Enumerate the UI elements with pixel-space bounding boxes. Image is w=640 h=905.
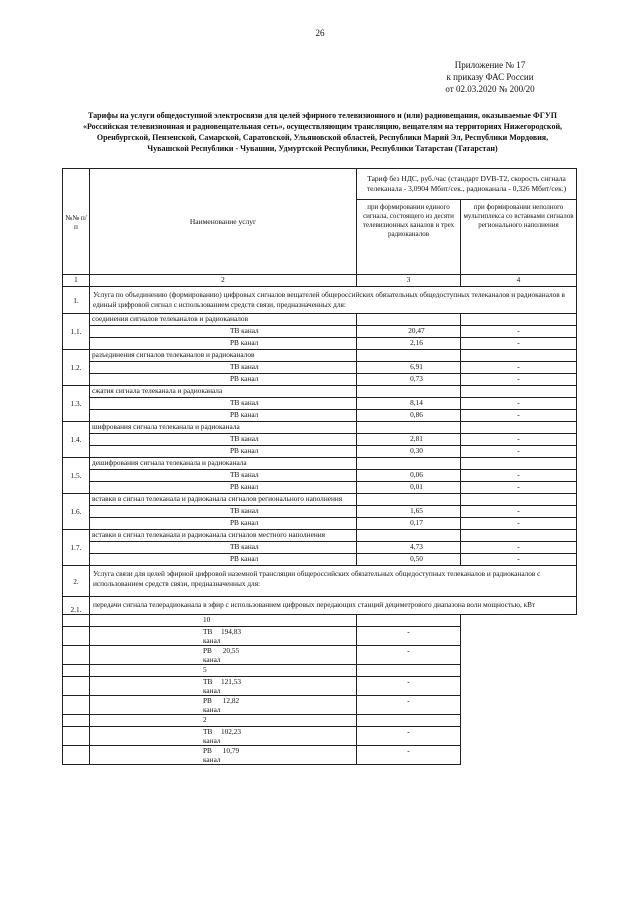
tv-tariff-value: 1,65 [357, 506, 461, 518]
rv-channel-label: РВ канал [90, 482, 357, 494]
tv-tariff-value: 0,06 [357, 470, 461, 482]
rv-channel-label: РВ канал [90, 554, 357, 566]
index-col-3: 3 [357, 275, 461, 287]
item-num: 1.3. [63, 386, 90, 422]
tv-tariff-value: 121,53 [90, 677, 357, 696]
item-empty-cell [461, 350, 577, 362]
rv-tariff-value: 0,50 [357, 554, 461, 566]
item-empty-cell [357, 350, 461, 362]
header-service-name: Наименование услуг [90, 169, 357, 275]
item-num: 1.2. [63, 350, 90, 386]
rv-partial-value: - [461, 410, 577, 422]
section-1-num: 1. [63, 287, 90, 314]
item-name: соединения сигналов телеканалов и радиоканалов [90, 314, 357, 326]
rv-tariff-value: 0,30 [357, 446, 461, 458]
item-name: сжатия сигнала телеканала и радиоканала [90, 386, 357, 398]
item-num: 1.4. [63, 422, 90, 458]
tv-partial-value: - [461, 398, 577, 410]
tv-channel-label: ТВ канал [90, 326, 357, 338]
tv-channel-label: ТВ канал [63, 627, 90, 646]
tv-partial-value: - [461, 434, 577, 446]
tv-partial-value: - [461, 326, 577, 338]
rv-partial-value: - [357, 696, 461, 715]
tv-channel-label: ТВ канал [90, 506, 357, 518]
item-name: вставки в сигнал телеканала и радиоканала сигналов местного наполнения [90, 530, 357, 542]
rv-channel-label: РВ канал [63, 746, 90, 765]
index-col-1: 1 [63, 275, 90, 287]
rv-channel-label: РВ канал [63, 696, 90, 715]
item-num: 1.5. [63, 458, 90, 494]
tv-tariff-value: 8,14 [357, 398, 461, 410]
rv-channel-label: РВ канал [63, 646, 90, 665]
rv-tariff-value: 10,79 [90, 746, 357, 765]
item-empty-cell [357, 458, 461, 470]
tv-partial-value: - [461, 362, 577, 374]
header-num: №№ п/п [63, 169, 90, 275]
appendix-line-2: к приказу ФАС России [446, 72, 534, 82]
item-2-1-name: передачи сигнала телерадиоканала в эфир с использованием цифровых передающих станций дециметрового диапазона волн мощностью, кВт [90, 597, 577, 615]
section-2-num: 2. [63, 566, 90, 597]
item-empty-cell [357, 494, 461, 506]
rv-channel-label: РВ канал [90, 374, 357, 386]
power-empty-cell [357, 715, 461, 727]
item-name: шифрования сигнала телеканала и радиоканала [90, 422, 357, 434]
tv-tariff-value: 102,23 [90, 727, 357, 746]
power-label: 10 [63, 615, 90, 627]
item-empty-cell [461, 314, 577, 326]
rv-partial-value: - [357, 646, 461, 665]
power-empty-cell [90, 615, 357, 627]
rv-partial-value: - [461, 446, 577, 458]
power-label: 5 [63, 665, 90, 677]
section-2-text: Услуга связи для целей эфирной цифровой наземной трансляции общероссийских обязательных общедоступных телеканалов и радиоканалов с использованием средств связи, предназначенных для: [90, 566, 577, 597]
tv-partial-value: - [357, 627, 461, 646]
header-tariff: Тариф без НДС, руб./час (стандарт DVB-T2, скорость сигнала телеканала - 3,0904 Мбит/сек., радиоканала - 0,326 Мбит/сек.) [357, 169, 577, 200]
tv-channel-label: ТВ канал [90, 398, 357, 410]
tv-tariff-value: 6,91 [357, 362, 461, 374]
item-empty-cell [357, 386, 461, 398]
rv-partial-value: - [461, 482, 577, 494]
tv-partial-value: - [461, 506, 577, 518]
power-label: 2 [63, 715, 90, 727]
rv-channel-label: РВ канал [90, 338, 357, 350]
power-empty-cell [357, 665, 461, 677]
item-empty-cell [461, 458, 577, 470]
item-name: дешифрования сигнала телеканала и радиоканала [90, 458, 357, 470]
tv-channel-label: ТВ канал [90, 542, 357, 554]
item-empty-cell [461, 422, 577, 434]
tv-tariff-value: 4,73 [357, 542, 461, 554]
item-name: вставки в сигнал телеканала и радиоканала сигналов регионального наполнения [90, 494, 357, 506]
item-num: 1.1. [63, 314, 90, 350]
item-empty-cell [461, 530, 577, 542]
item-2-1-num: 2.1. [63, 597, 90, 615]
item-empty-cell [357, 422, 461, 434]
tv-tariff-value: 194,83 [90, 627, 357, 646]
tv-channel-label: ТВ канал [90, 434, 357, 446]
rv-channel-label: РВ канал [90, 518, 357, 530]
rv-partial-value: - [357, 746, 461, 765]
item-name: разъединения сигналов телеканалов и радиоканалов [90, 350, 357, 362]
tv-partial-value: - [461, 470, 577, 482]
tariff-table [62, 168, 577, 765]
rv-channel-label: РВ канал [90, 446, 357, 458]
tv-channel-label: ТВ канал [63, 727, 90, 746]
rv-tariff-value: 0,73 [357, 374, 461, 386]
rv-channel-label: РВ канал [90, 410, 357, 422]
power-rows [63, 615, 577, 765]
tv-partial-value: - [357, 727, 461, 746]
tv-channel-label: ТВ канал [90, 362, 357, 374]
power-empty-cell [90, 715, 357, 727]
item-num: 1.6. [63, 494, 90, 530]
appendix-line-1: Приложение № 17 [454, 60, 526, 70]
tv-tariff-value: 20,47 [357, 326, 461, 338]
item-empty-cell [357, 530, 461, 542]
rv-tariff-value: 0,17 [357, 518, 461, 530]
power-empty-cell [357, 615, 461, 627]
item-empty-cell [461, 494, 577, 506]
index-col-2: 2 [90, 275, 357, 287]
rv-tariff-value: 20,55 [90, 646, 357, 665]
rv-partial-value: - [461, 374, 577, 386]
rv-tariff-value: 2,16 [357, 338, 461, 350]
tv-channel-label: ТВ канал [90, 470, 357, 482]
rv-partial-value: - [461, 554, 577, 566]
header-single-signal: при формировании единого сигнала, состоящего из десяти телевизионных каналов и трех радиоканалов [357, 200, 461, 275]
rv-partial-value: - [461, 518, 577, 530]
rv-tariff-value: 0,86 [357, 410, 461, 422]
appendix-block [420, 59, 560, 95]
rv-partial-value: - [461, 338, 577, 350]
tv-channel-label: ТВ канал [63, 677, 90, 696]
item-empty-cell [461, 386, 577, 398]
tv-tariff-value: 2,81 [357, 434, 461, 446]
section-1-items [63, 314, 577, 566]
appendix-line-3: от 02.03.2020 № 200/20 [445, 84, 535, 94]
tv-partial-value: - [357, 677, 461, 696]
rv-tariff-value: 0,01 [357, 482, 461, 494]
power-empty-cell [90, 665, 357, 677]
section-1-text: Услуга по объединению (формированию) цифровых сигналов вещателей общероссийских обязательных общедоступных телеканалов и радиоканалов в единый цифровой сигнал с использованием средств связи, предназначенных для: [90, 287, 577, 314]
tv-partial-value: - [461, 542, 577, 554]
document-title: Тарифы на услуги общедоступной электросвязи для целей эфирного телевизионного и (или) радиовещания, оказываемые ФГУП «Российская телевизионная и радиовещательная сеть», осуществляющим трансляцию, вещателям на территориях Нижегородской, Оренбургской, Пензенской, Самарской, Саратовской, Ульяновской областей, Республики Марий Эл, Республики Мордовия, Чувашской Республики - Чувашии, Удмуртской Республики, Республики Татарстан (Татарстан) [82, 111, 563, 153]
item-num: 1.7. [63, 530, 90, 566]
rv-tariff-value: 12,82 [90, 696, 357, 715]
item-empty-cell [357, 314, 461, 326]
header-partial-multiplex: при формировании неполного мультиплекса со вставками сигналов регионального наполнения [461, 200, 577, 275]
index-col-4: 4 [461, 275, 577, 287]
page-number: 26 [315, 28, 325, 38]
